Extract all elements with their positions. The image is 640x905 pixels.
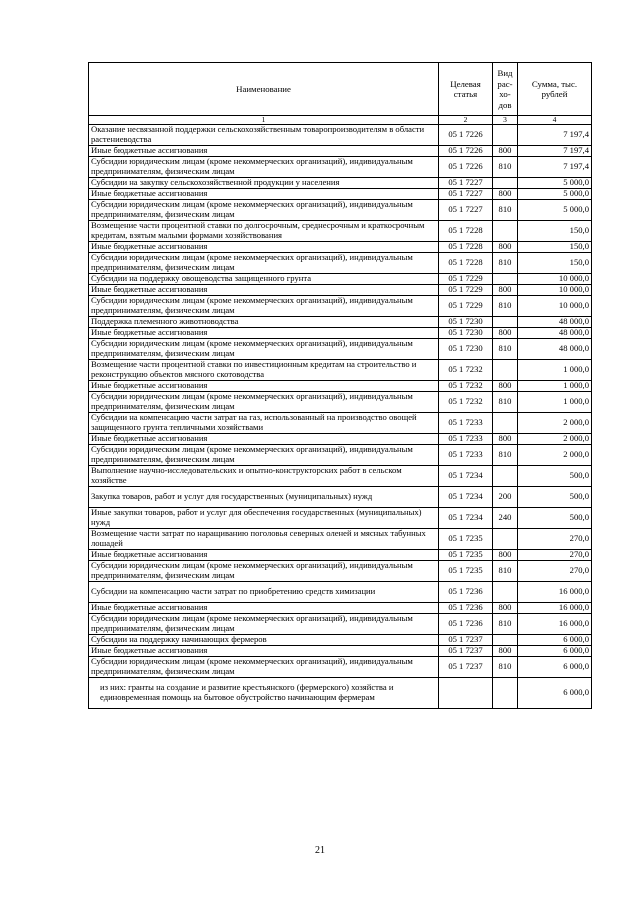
row-sum: 7 197,4 [518,125,592,146]
table-row [89,360,592,381]
row-type: 810 [493,445,518,466]
table-row [89,146,592,157]
row-sum: 1 000,0 [518,392,592,413]
row-type: 810 [493,200,518,221]
row-code: 05 1 7228 [439,221,493,242]
row-code: 05 1 7235 [439,561,493,582]
row-type [493,678,518,709]
table-row [89,487,592,508]
row-code [439,678,493,709]
row-sum: 5 000,0 [518,200,592,221]
row-type: 810 [493,253,518,274]
row-sum: 500,0 [518,508,592,529]
row-type: 810 [493,392,518,413]
row-code: 05 1 7234 [439,508,493,529]
row-sum: 10 000,0 [518,285,592,296]
row-name: Субсидии на компенсацию части затрат по приобретению средств химизации [89,582,439,603]
row-type: 810 [493,657,518,678]
table-header [89,63,592,116]
table-row [89,242,592,253]
row-code: 05 1 7227 [439,178,493,189]
table-row [89,285,592,296]
row-type [493,635,518,646]
row-type: 810 [493,157,518,178]
row-type: 810 [493,614,518,635]
row-name: Иные бюджетные ассигнования [89,146,439,157]
row-name: Субсидии юридическим лицам (кроме некоммерческих организаций), индивидуальным предпринимателям, физическим лицам [89,445,439,466]
row-name: Иные бюджетные ассигнования [89,242,439,253]
row-sum: 16 000,0 [518,603,592,614]
table-row [89,253,592,274]
row-code: 05 1 7226 [439,157,493,178]
row-type: 800 [493,603,518,614]
row-code: 05 1 7227 [439,189,493,200]
row-type: 240 [493,508,518,529]
column-number: 1 [89,116,439,125]
row-sum: 500,0 [518,466,592,487]
row-name: Субсидии на компенсацию части затрат на газ, использованный на производство овощей защищенного грунта тепличными хозяйствами [89,413,439,434]
row-sum: 2 000,0 [518,413,592,434]
row-code: 05 1 7236 [439,582,493,603]
row-code: 05 1 7233 [439,434,493,445]
row-name: Субсидии на закупку сельскохозяйственной продукции у населения [89,178,439,189]
row-sum: 2 000,0 [518,434,592,445]
row-code: 05 1 7228 [439,253,493,274]
row-code: 05 1 7226 [439,146,493,157]
table-row [89,392,592,413]
table-row [89,328,592,339]
row-name: Оказание несвязанной поддержки сельскохозяйственным товаропроизводителям в области растениеводства [89,125,439,146]
column-number: 4 [518,116,592,125]
row-name: Субсидии юридическим лицам (кроме некоммерческих организаций), индивидуальным предпринимателям, физическим лицам [89,200,439,221]
row-sum: 270,0 [518,529,592,550]
row-type: 800 [493,550,518,561]
row-name: Субсидии юридическим лицам (кроме некоммерческих организаций), индивидуальным предпринимателям, физическим лицам [89,339,439,360]
row-sum: 150,0 [518,253,592,274]
row-type [493,466,518,487]
column-number: 3 [493,116,518,125]
row-sum: 6 000,0 [518,646,592,657]
row-code: 05 1 7227 [439,200,493,221]
row-name: Субсидии юридическим лицам (кроме некоммерческих организаций), индивидуальным предпринимателям, физическим лицам [89,614,439,635]
row-name: Иные бюджетные ассигнования [89,328,439,339]
table-row [89,157,592,178]
row-code: 05 1 7230 [439,317,493,328]
table-row [89,635,592,646]
row-name: Иные бюджетные ассигнования [89,550,439,561]
row-name: Иные бюджетные ассигнования [89,434,439,445]
row-sum: 2 000,0 [518,445,592,466]
row-name: Иные бюджетные ассигнования [89,189,439,200]
row-sum: 16 000,0 [518,582,592,603]
row-name: Возмещение части процентной ставки по долгосрочным, среднесрочным и краткосрочным кредитам, взятым малыми формами хозяйствования [89,221,439,242]
table-row [89,381,592,392]
row-sum: 5 000,0 [518,189,592,200]
row-type: 800 [493,381,518,392]
row-code: 05 1 7235 [439,529,493,550]
row-type: 810 [493,296,518,317]
row-code: 05 1 7229 [439,274,493,285]
row-type [493,274,518,285]
row-name: Субсидии юридическим лицам (кроме некоммерческих организаций), индивидуальным предпринимателям, физическим лицам [89,296,439,317]
page-number: 21 [315,845,325,856]
table-row [89,529,592,550]
row-code: 05 1 7232 [439,381,493,392]
row-name: Субсидии юридическим лицам (кроме некоммерческих организаций), индивидуальным предпринимателям, физическим лицам [89,392,439,413]
row-type [493,360,518,381]
row-type [493,529,518,550]
row-name: Субсидии юридическим лицам (кроме некоммерческих организаций), индивидуальным предпринимателям, физическим лицам [89,157,439,178]
row-code: 05 1 7236 [439,603,493,614]
row-name: Субсидии юридическим лицам (кроме некоммерческих организаций), индивидуальным предпринимателям, физическим лицам [89,253,439,274]
row-sum: 270,0 [518,550,592,561]
row-code: 05 1 7232 [439,392,493,413]
table-row [89,339,592,360]
table-row [89,582,592,603]
table-row [89,274,592,285]
row-code: 05 1 7235 [439,550,493,561]
header-sum: Сумма, тыс. рублей [518,63,592,116]
row-type: 810 [493,561,518,582]
row-type: 200 [493,487,518,508]
table-row [89,445,592,466]
row-name: из них: гранты на создание и развитие крестьянского (фермерского) хозяйства и единовременная помощь на бытовое обустройство начинающим фермерам [89,678,439,709]
row-sum: 10 000,0 [518,296,592,317]
table-row [89,508,592,529]
row-code: 05 1 7237 [439,657,493,678]
row-type [493,221,518,242]
row-type: 810 [493,339,518,360]
table-row [89,434,592,445]
column-number: 2 [439,116,493,125]
row-name: Иные бюджетные ассигнования [89,285,439,296]
row-type: 800 [493,242,518,253]
row-name: Иные закупки товаров, работ и услуг для обеспечения государственных (муниципальных) нужд [89,508,439,529]
row-code: 05 1 7229 [439,285,493,296]
table-row [89,413,592,434]
row-type: 800 [493,328,518,339]
row-code: 05 1 7230 [439,339,493,360]
row-type: 800 [493,189,518,200]
row-sum: 150,0 [518,242,592,253]
row-type: 800 [493,434,518,445]
row-name: Субсидии юридическим лицам (кроме некоммерческих организаций), индивидуальным предпринимателям, физическим лицам [89,561,439,582]
row-code: 05 1 7237 [439,646,493,657]
row-sum: 48 000,0 [518,339,592,360]
row-code: 05 1 7228 [439,242,493,253]
table-row [89,125,592,146]
table-row [89,614,592,635]
row-code: 05 1 7230 [439,328,493,339]
row-type [493,125,518,146]
row-sum: 7 197,4 [518,146,592,157]
row-sum: 6 000,0 [518,657,592,678]
row-code: 05 1 7236 [439,614,493,635]
table-row [89,296,592,317]
row-sum: 6 000,0 [518,635,592,646]
row-code: 05 1 7234 [439,466,493,487]
row-name: Поддержка племенного животноводства [89,317,439,328]
row-sum: 10 000,0 [518,274,592,285]
row-sum: 270,0 [518,561,592,582]
row-name: Иные бюджетные ассигнования [89,646,439,657]
row-sum: 1 000,0 [518,381,592,392]
table-row [89,646,592,657]
row-code: 05 1 7233 [439,413,493,434]
row-sum: 48 000,0 [518,328,592,339]
row-name: Выполнение научно-исследовательских и опытно-конструкторских работ в сельском хозяйстве [89,466,439,487]
row-type [493,413,518,434]
row-type [493,582,518,603]
row-name: Возмещение части процентной ставки по инвестиционным кредитам на строительство и реконструкцию объектов мясного скотоводства [89,360,439,381]
row-name: Субсидии на поддержку начинающих фермеров [89,635,439,646]
row-name: Иные бюджетные ассигнования [89,381,439,392]
row-code: 05 1 7237 [439,635,493,646]
row-sum: 48 000,0 [518,317,592,328]
row-sum: 500,0 [518,487,592,508]
header-name: Наименование [89,63,439,116]
row-code: 05 1 7234 [439,487,493,508]
table-row [89,561,592,582]
row-name: Возмещение части затрат по наращиванию поголовья северных оленей и мясных табунных лошадей [89,529,439,550]
row-name: Иные бюджетные ассигнования [89,603,439,614]
row-name: Субсидии юридическим лицам (кроме некоммерческих организаций), индивидуальным предпринимателям, физическим лицам [89,657,439,678]
table-row [89,178,592,189]
header-code: Целевая статья [439,63,493,116]
row-type: 800 [493,146,518,157]
table-row [89,189,592,200]
table-row [89,466,592,487]
row-name: Закупка товаров, работ и услуг для государственных (муниципальных) нужд [89,487,439,508]
header-type: Вид рас-хо-дов [493,63,518,116]
row-code: 05 1 7226 [439,125,493,146]
row-type [493,178,518,189]
row-sum: 7 197,4 [518,157,592,178]
row-type: 800 [493,646,518,657]
table-row [89,550,592,561]
table-row [89,678,592,709]
column-number-row [89,116,592,125]
row-sum: 1 000,0 [518,360,592,381]
row-sum: 5 000,0 [518,178,592,189]
row-sum: 16 000,0 [518,614,592,635]
row-type: 800 [493,285,518,296]
budget-table [88,62,592,709]
row-type [493,317,518,328]
table-row [89,603,592,614]
row-sum: 6 000,0 [518,678,592,709]
row-name: Субсидии на поддержку овощеводства защищенного грунта [89,274,439,285]
table-row [89,317,592,328]
table-row [89,657,592,678]
row-code: 05 1 7233 [439,445,493,466]
table-row [89,200,592,221]
row-code: 05 1 7232 [439,360,493,381]
table-row [89,221,592,242]
table-body [89,116,592,709]
row-code: 05 1 7229 [439,296,493,317]
row-sum: 150,0 [518,221,592,242]
